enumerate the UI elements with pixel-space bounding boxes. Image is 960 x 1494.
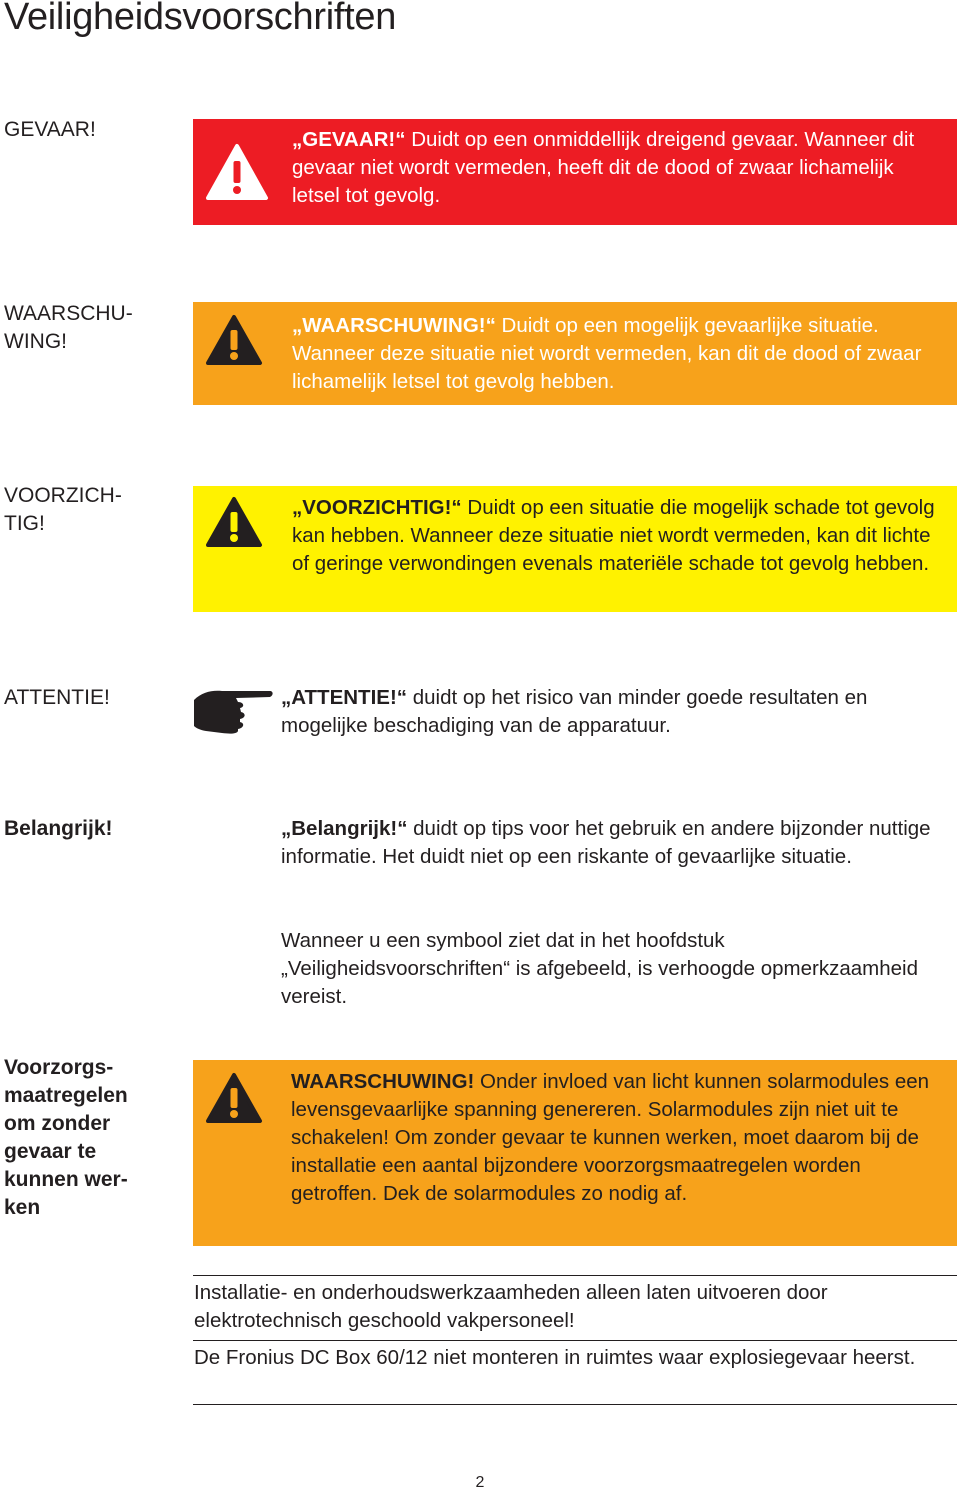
side-label-voorzichtig: VOORZICH- TIG! (4, 484, 122, 535)
warning-body: Duidt op een mogelijk gevaarlijke situatie. Wanneer deze situatie niet wordt vermeden, kan dit de dood of zwaar lichamelijk letsel tot gevolg hebben. (292, 314, 922, 393)
divider (193, 1275, 957, 1276)
warning-triangle-icon (205, 314, 263, 371)
page-number: 2 (475, 1474, 485, 1491)
belangrijk-note: Wanneer u een symbool ziet dat in het hoofdstuk „Veiligheidsvoorschriften“ is afgebeeld, is verhoogde opmerkzaamheid vereist. (281, 929, 918, 1008)
danger-lead: „GEVAAR!“ (292, 128, 406, 151)
belangrijk-text (281, 815, 956, 871)
side-label-gevaar: GEVAAR! (4, 118, 96, 141)
side-label-attentie: ATTENTIE! (4, 686, 110, 709)
belangrijk-lead: „Belangrijk!“ (281, 817, 408, 840)
danger-body: Duidt op een onmiddellijk dreigend gevaar. Wanneer dit gevaar niet wordt vermeden, heeft dit de dood of zwaar lichamelijk letsel tot gevolg. (292, 128, 915, 207)
caution-text (292, 494, 947, 578)
danger-box (193, 119, 957, 225)
precaution-item: De Fronius DC Box 60/12 niet monteren in ruimtes waar explosiegevaar heerst. (194, 1346, 916, 1369)
warning-triangle-icon (205, 496, 263, 553)
precaution-warning-body: Onder invloed van licht kunnen solarmodules een levensgevaarlijke spanning genereren. Solarmodules zijn niet uit te schakelen! Om zonder gevaar te kunnen werken, moet daarom bij de installatie een aantal bijzondere voorzorgsmaatregelen worden getroffen. Dek de solarmodules zo nodig af. (291, 1070, 930, 1205)
warning-lead: „WAARSCHUWING!“ (292, 314, 496, 337)
attentie-body: duidt op het risico van minder goede resultaten en mogelijke beschadiging van de apparatuur. (281, 686, 868, 737)
side-label-waarschuwing: WAARSCHU- WING! (4, 302, 133, 353)
side-label-belangrijk: Belangrijk! (4, 817, 113, 840)
caution-lead: „VOORZICHTIG!“ (292, 496, 462, 519)
precaution-warning-lead: WAARSCHUWING! (291, 1070, 475, 1093)
side-label-voorzorgsmaatregelen: Voorzorgs- maatregelen om zonder gevaar te kunnen wer- ken (4, 1056, 128, 1219)
attentie-lead: „ATTENTIE!“ (281, 686, 408, 709)
divider (193, 1404, 957, 1405)
precaution-item: Installatie- en onderhoudswerkzaamheden alleen laten uitvoeren door elektrotechnisch geschoold vakpersoneel! (194, 1281, 828, 1332)
caution-box (193, 486, 957, 612)
warning-text (292, 312, 947, 396)
warning-triangle-icon (205, 143, 269, 206)
caution-body: Duidt op een situatie die mogelijk schade tot gevolg kan hebben. Wanneer deze situatie niet wordt vermeden, kan dit lichte of geringe verwondingen evenals materiële schade tot gevolg hebben. (292, 496, 935, 575)
divider (193, 1340, 957, 1341)
precaution-warning-text (291, 1068, 947, 1208)
page-title: Veiligheidsvoorschriften (4, 0, 397, 38)
precaution-warning-box (193, 1060, 957, 1246)
belangrijk-body: duidt op tips voor het gebruik en andere bijzonder nuttige informatie. Het duidt niet op een riskante of gevaarlijke situatie. (281, 817, 931, 868)
pointing-hand-icon (192, 686, 274, 741)
attentie-text (281, 684, 956, 740)
warning-triangle-icon (205, 1072, 263, 1129)
danger-text (292, 126, 947, 210)
warning-box (193, 302, 957, 405)
